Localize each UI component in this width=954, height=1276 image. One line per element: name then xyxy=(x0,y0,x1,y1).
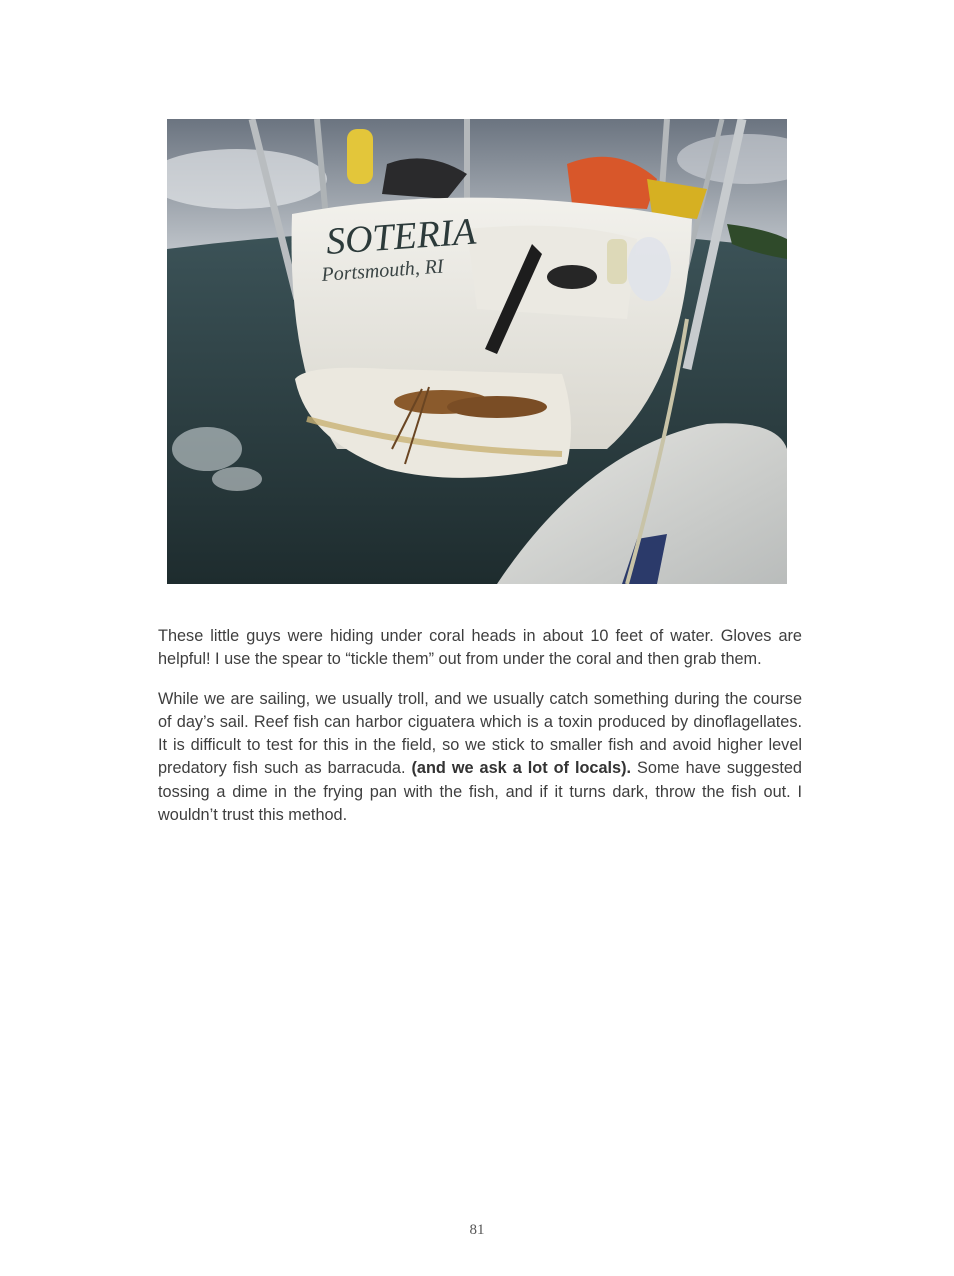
paragraph2-text-before: While we are sailing, we usually troll, and we usually catch something during the course of day’s sail. Reef fish can harbor ciguatera which is a toxin produced by dinoflagellates. It is difficult to test for this in the field, so we stick to smaller fish and avoid higher level predatory fish such as barracuda. xyxy=(158,689,802,778)
boat-name-lettering: SOTERIA xyxy=(324,210,478,263)
boat-stern-photo xyxy=(167,119,787,584)
paragraph-lobster-hunting: These little guys were hiding under coral heads in about 10 feet of water. Gloves are helpful! I use the spear to “tickle them” out from under the coral and then grab them. xyxy=(158,627,802,669)
page-number: 81 xyxy=(469,1222,485,1238)
paragraph-fishing-ciguatera xyxy=(158,688,802,828)
home-port-lettering: Portsmouth, RI xyxy=(320,255,445,286)
body-text xyxy=(158,625,802,843)
paragraph2-text-after: Some have suggested tossing a dime in the frying pan with the fish, and if it turns dark, throw the fish out. I wouldn’t trust this method. xyxy=(158,759,802,825)
paragraph2-bold-note: (and we ask a lot of locals). xyxy=(411,759,632,778)
